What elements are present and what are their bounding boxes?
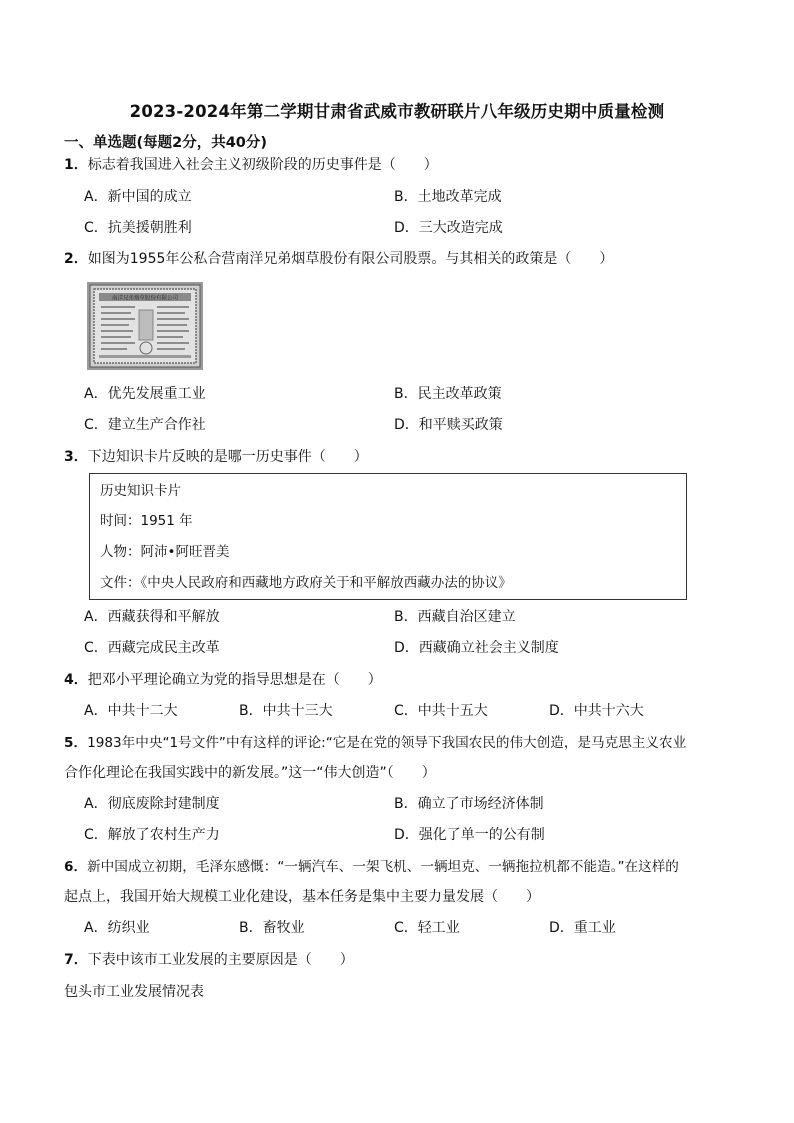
question-1 [64,155,438,175]
option-a[interactable]: A．纺织业 [84,920,150,936]
question-4 [64,670,382,690]
option-d[interactable]: D．三大改造完成 [394,220,503,236]
option-d[interactable]: D．和平赎买政策 [394,417,503,433]
option-a[interactable]: A．彻底废除封建制度 [84,796,220,812]
exam-title: 2023-2024年第二学期甘肃省武威市教研联片八年级历史期中质量检测 [129,102,665,121]
option-a[interactable]: A．西藏获得和平解放 [84,609,220,625]
option-d[interactable]: D．西藏确立社会主义制度 [394,640,559,656]
option-b[interactable]: B．确立了市场经济体制 [394,796,544,812]
stock-caption: 南洋兄弟烟草股份有限公司 [111,295,179,302]
question-number: 5． [64,735,88,751]
option-c[interactable]: C．解放了农村生产力 [84,827,220,843]
card-document: 文件：《中央人民政府和西藏地方政府关于和平解放西藏办法的协议》 [100,575,512,591]
question-stem: 把邓小平理论确立为党的指导思想是在（ ） [87,672,382,688]
card-time: 时间：1951 年 [100,513,193,529]
knowledge-card [89,473,687,600]
option-c[interactable]: C．轻工业 [394,920,460,936]
table-caption: 包头市工业发展情况表 [64,984,204,1000]
question-number: 4． [64,672,88,688]
question-2 [64,249,613,269]
question-number: 3． [64,449,88,465]
option-a[interactable]: A．中共十二大 [84,703,178,719]
question-7 [64,950,354,970]
question-6 [64,857,679,877]
section-heading: 一、单选题(每题2分，共40分) [64,135,268,151]
option-b[interactable]: B．中共十三大 [239,703,333,719]
question-stem: 下边知识卡片反映的是哪一历史事件（ ） [87,449,368,465]
option-b[interactable]: B．土地改革完成 [394,189,502,205]
question-stem-line-1: 1983年中央“1号文件”中有这样的评论:“它是在党的领导下我国农民的伟大创造，是马克思主义农业 [87,735,687,751]
question-stem: 下表中该市工业发展的主要原因是（ ） [87,952,354,968]
question-number: 7． [64,952,88,968]
question-5-continued: 合作化理论在我国实践中的新发展。”这一“伟大创造”（ ） [64,765,436,781]
option-d[interactable]: D．强化了单一的公有制 [394,827,545,843]
card-heading: 历史知识卡片 [100,483,181,499]
option-b[interactable]: B．民主改革政策 [394,386,502,402]
option-c[interactable]: C．抗美援朝胜利 [84,220,192,236]
question-stem: 标志着我国进入社会主义初级阶段的历史事件是（ ） [87,157,438,173]
card-person: 人物：阿沛•阿旺晋美 [100,544,230,560]
question-number: 1． [64,157,88,173]
stock-certificate-image [87,282,203,370]
question-stem: 如图为1955年公私合营南洋兄弟烟草股份有限公司股票。与其相关的政策是（ ） [87,251,614,267]
option-b[interactable]: B．畜牧业 [239,920,305,936]
option-d[interactable]: D．中共十六大 [549,703,644,719]
question-6-continued: 起点上，我国开始大规模工业化建设，基本任务是集中主要力量发展（ ） [64,889,540,905]
question-stem-line-1: 新中国成立初期，毛泽东感慨：“一辆汽车、一架飞机、一辆坦克、一辆拖拉机都不能造。”在这样的 [87,859,679,875]
option-b[interactable]: B．西藏自治区建立 [394,609,516,625]
question-5 [64,733,686,753]
option-a[interactable]: A．优先发展重工业 [84,386,206,402]
option-c[interactable]: C．中共十五大 [394,703,488,719]
question-3 [64,447,368,467]
option-d[interactable]: D．重工业 [549,920,616,936]
option-c[interactable]: C．建立生产合作社 [84,417,206,433]
question-number: 6． [64,859,88,875]
option-c[interactable]: C．西藏完成民主改革 [84,640,220,656]
question-number: 2． [64,251,88,267]
option-a[interactable]: A．新中国的成立 [84,189,192,205]
